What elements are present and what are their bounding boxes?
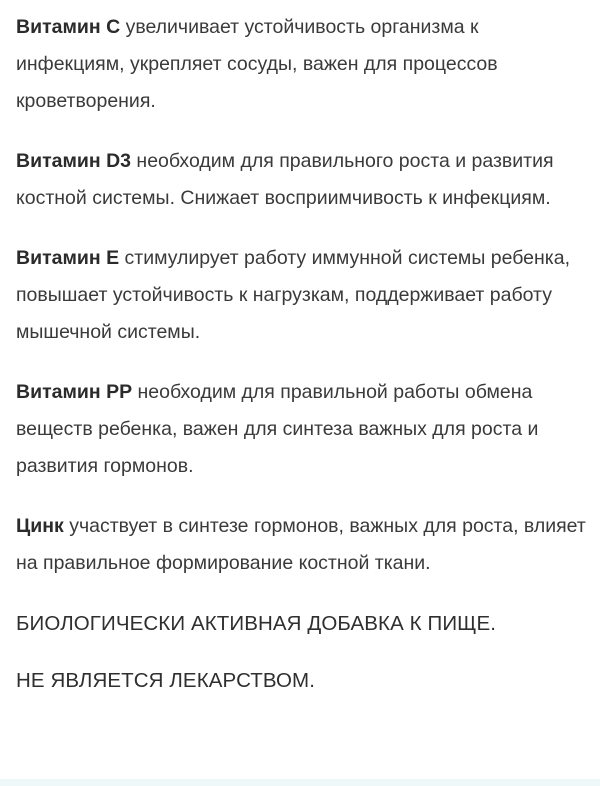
vitamin-c-description: увеличивает устойчивость организма к инфекциям, укрепляет сосуды, важен для процессов кроветворения. — [16, 16, 498, 112]
vitamin-pp-paragraph — [16, 374, 588, 485]
vitamin-d3-paragraph — [16, 143, 588, 217]
supplement-notice: БИОЛОГИЧЕСКИ АКТИВНАЯ ДОБАВКА К ПИЩЕ. — [16, 612, 497, 635]
zinc-description: участвует в синтезе гормонов, важных для роста, влияет на правильное формирование костной ткани. — [16, 515, 586, 574]
article-body — [16, 9, 588, 699]
vitamin-e-paragraph — [16, 240, 588, 351]
vitamin-c-paragraph — [16, 9, 588, 120]
vitamin-d3-description: необходим для правильного роста и развития костной системы. Снижает восприимчивость к инфекциям. — [16, 150, 554, 209]
vitamin-c-term: Витамин С — [16, 16, 121, 38]
vitamin-pp-term: Витамин РР — [16, 381, 133, 403]
not-medicine-notice: НЕ ЯВЛЯЕТСЯ ЛЕКАРСТВОМ. — [16, 669, 316, 692]
bottom-strip — [0, 779, 600, 786]
zinc-term: Цинк — [16, 515, 64, 537]
vitamin-e-description: стимулирует работу иммунной системы ребенка, повышает устойчивость к нагрузкам, поддерживает работу мышечной системы. — [16, 247, 571, 343]
vitamin-e-term: Витамин Е — [16, 247, 120, 269]
zinc-paragraph — [16, 508, 588, 582]
vitamin-pp-description: необходим для правильной работы обмена веществ ребенка, важен для синтеза важных для роста и развития гормонов. — [16, 381, 539, 477]
vitamin-d3-term: Витамин D3 — [16, 150, 132, 172]
